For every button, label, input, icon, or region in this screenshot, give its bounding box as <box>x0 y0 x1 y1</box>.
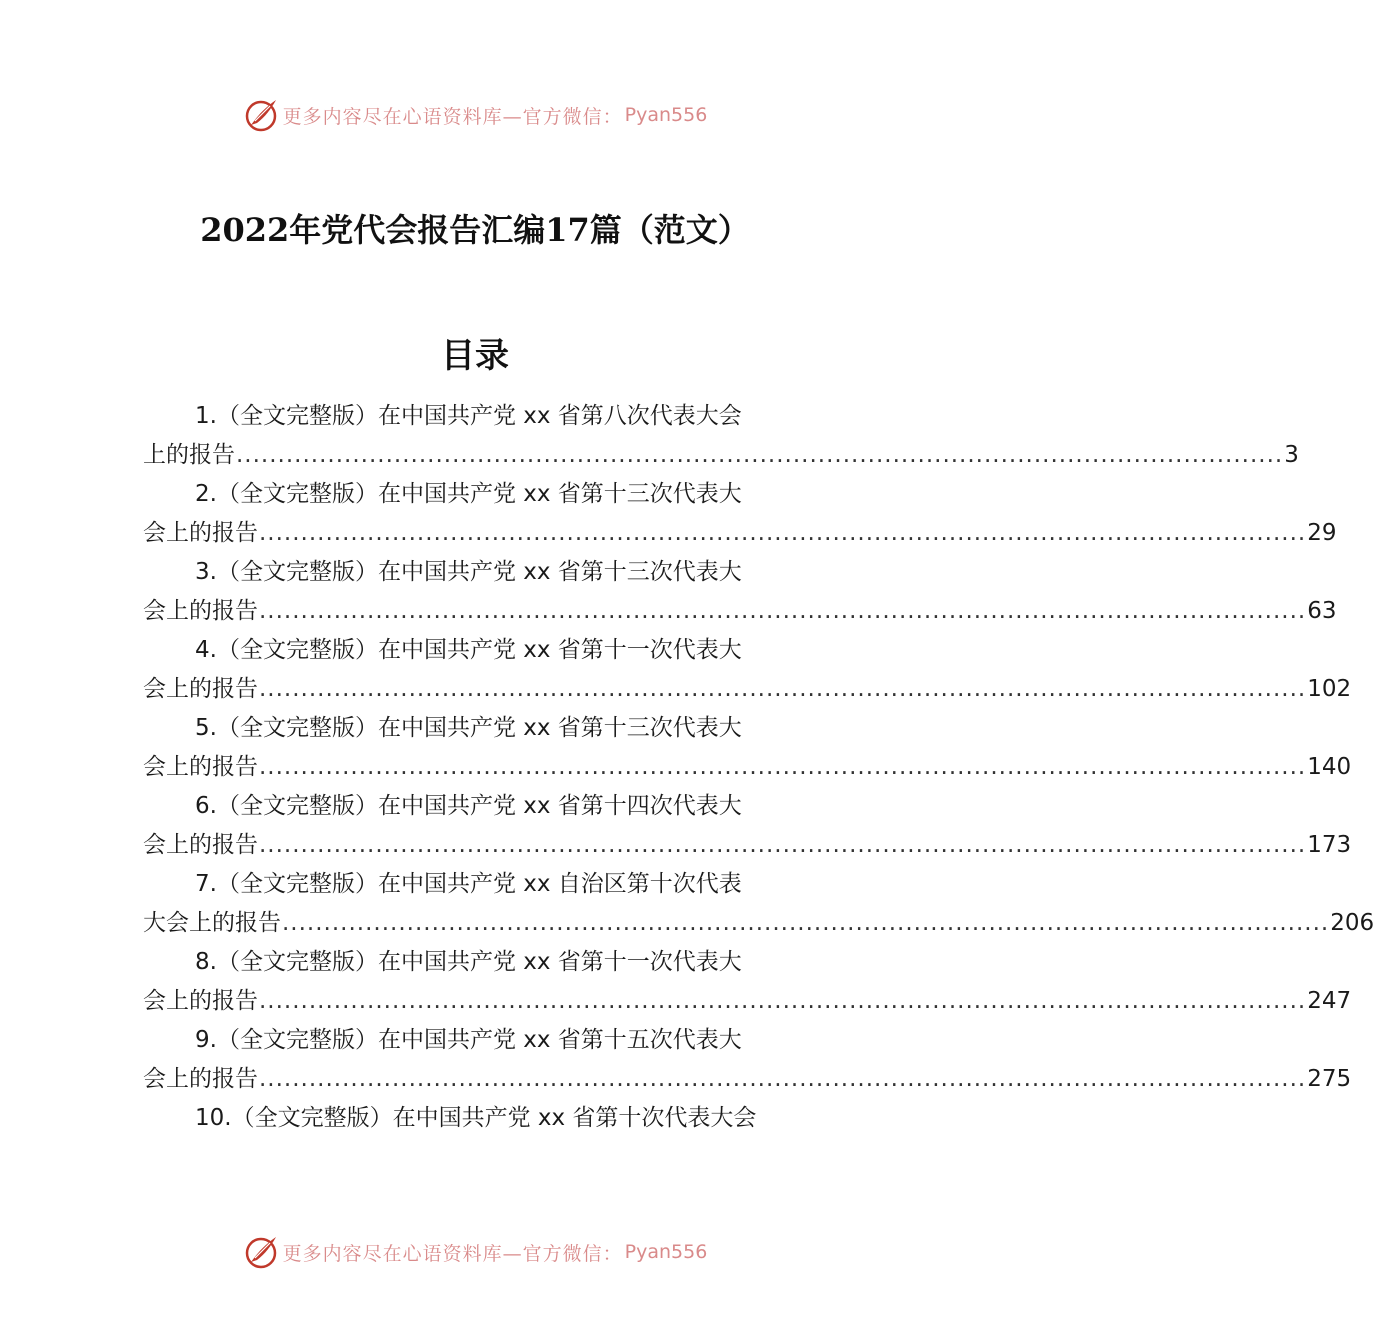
toc-entry-title: 8.（全文完整版）在中国共产党 xx 省第十一次代表大 <box>195 949 742 975</box>
quill-logo-icon <box>243 1234 279 1270</box>
toc-entry[interactable] <box>143 943 1352 1021</box>
toc-entry-title: 4.（全文完整版）在中国共产党 xx 省第十一次代表大 <box>195 637 742 663</box>
quill-logo-icon <box>243 97 279 133</box>
toc-entry-title: 10.（全文完整版）在中国共产党 xx 省第十次代表大会 <box>195 1105 757 1131</box>
toc-page-number: 63 <box>1307 598 1337 624</box>
toc-leader-dots: .............................................................................................................................. <box>259 520 1307 546</box>
toc-heading: 目录 <box>441 336 509 376</box>
table-of-contents <box>143 397 1374 1138</box>
toc-entry-title: 3.（全文完整版）在中国共产党 xx 省第十三次代表大 <box>195 559 742 585</box>
banner-wechat-id: Pyan556 <box>624 1241 708 1263</box>
toc-entry[interactable] <box>143 865 1374 943</box>
toc-leader-dots: .............................................................................................................................. <box>259 676 1307 702</box>
toc-entry[interactable] <box>143 631 1352 709</box>
toc-entry-title-cont: 会上的报告 <box>143 676 258 702</box>
toc-page-number: 3 <box>1284 442 1299 468</box>
toc-entry-title: 7.（全文完整版）在中国共产党 xx 自治区第十次代表 <box>195 871 742 897</box>
toc-page-number: 29 <box>1307 520 1337 546</box>
toc-entry-title: 9.（全文完整版）在中国共产党 xx 省第十五次代表大 <box>195 1027 742 1053</box>
toc-page-number: 206 <box>1330 910 1374 936</box>
toc-entry-title-cont: 会上的报告 <box>143 754 258 780</box>
footer-banner <box>0 1232 950 1272</box>
toc-leader-dots: .............................................................................................................................. <box>282 910 1330 936</box>
banner-wechat-id: Pyan556 <box>624 104 708 126</box>
toc-page-number: 173 <box>1307 832 1352 858</box>
toc-page-number: 275 <box>1307 1066 1352 1092</box>
toc-leader-dots: .............................................................................................................................. <box>259 598 1307 624</box>
toc-entry-title: 2.（全文完整版）在中国共产党 xx 省第十三次代表大 <box>195 481 742 507</box>
toc-entry-title-cont: 会上的报告 <box>143 598 258 624</box>
toc-entry[interactable] <box>143 553 1337 631</box>
header-banner <box>0 95 950 135</box>
toc-leader-dots: .............................................................................................................................. <box>259 832 1307 858</box>
toc-entry-title-cont: 大会上的报告 <box>143 910 281 936</box>
toc-entry-title-cont: 会上的报告 <box>143 520 258 546</box>
toc-entry-title-cont: 会上的报告 <box>143 988 258 1014</box>
toc-page-number: 102 <box>1307 676 1352 702</box>
toc-entry[interactable] <box>143 397 1299 475</box>
document-title: 2022年党代会报告汇编17篇（范文） <box>200 211 750 249</box>
toc-entry[interactable] <box>143 475 1337 553</box>
toc-page-number: 247 <box>1307 988 1352 1014</box>
toc-entry[interactable] <box>143 1099 806 1138</box>
toc-leader-dots: .............................................................................................................................. <box>259 754 1307 780</box>
toc-entry-title: 1.（全文完整版）在中国共产党 xx 省第八次代表大会 <box>195 403 742 429</box>
toc-page-number: 140 <box>1307 754 1352 780</box>
toc-entry[interactable] <box>143 1021 1352 1099</box>
toc-entry[interactable] <box>143 709 1352 787</box>
toc-entry[interactable] <box>143 787 1352 865</box>
toc-entry-title-cont: 会上的报告 <box>143 1066 258 1092</box>
toc-entry-title: 6.（全文完整版）在中国共产党 xx 省第十四次代表大 <box>195 793 742 819</box>
banner-text: 更多内容尽在心语资料库—官方微信： <box>282 105 623 128</box>
toc-entry-title-cont: 会上的报告 <box>143 832 258 858</box>
toc-leader-dots: .............................................................................................................................. <box>259 1066 1307 1092</box>
toc-entry-title-cont: 上的报告 <box>143 442 235 468</box>
toc-leader-dots: .............................................................................................................................. <box>236 442 1284 468</box>
banner-text: 更多内容尽在心语资料库—官方微信： <box>282 1242 623 1265</box>
toc-leader-dots: .............................................................................................................................. <box>259 988 1307 1014</box>
toc-entry-title: 5.（全文完整版）在中国共产党 xx 省第十三次代表大 <box>195 715 742 741</box>
